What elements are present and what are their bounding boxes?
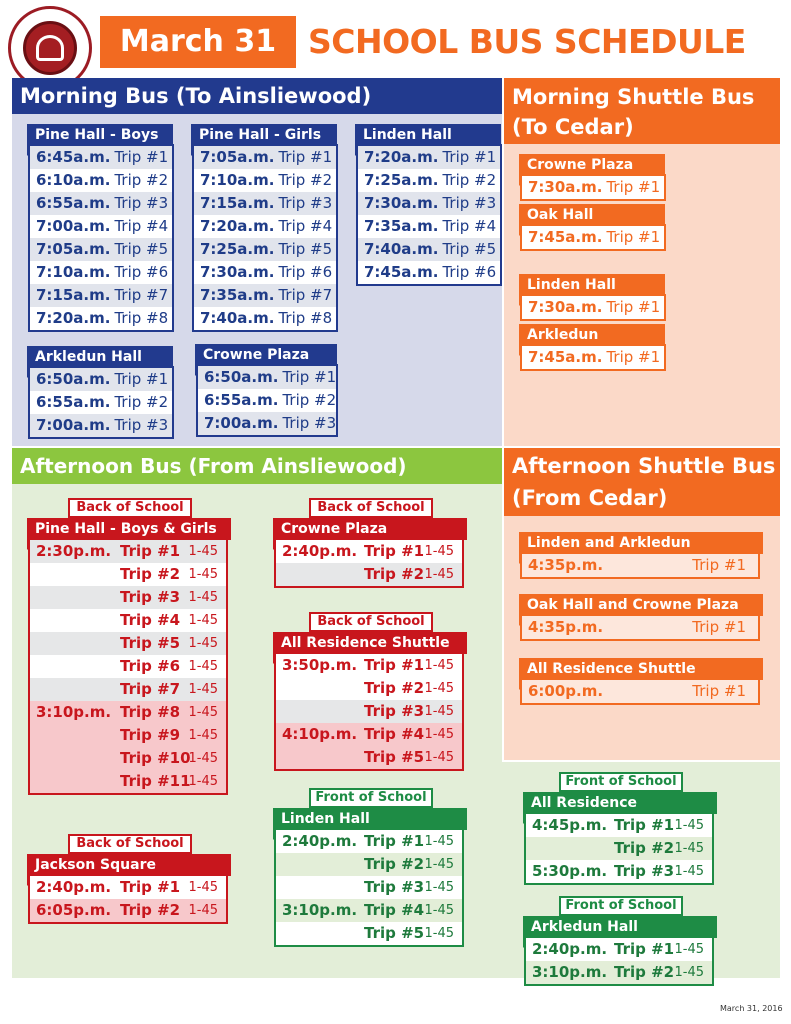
departure-time: 6:45a.m. <box>36 148 111 166</box>
route-name: Crowne Plaza <box>519 154 665 176</box>
schedule-row <box>194 146 336 169</box>
route-name: Arkledun Hall <box>523 916 717 938</box>
trip-label: Trip #2 <box>120 565 181 583</box>
trip-label: Trip #8 <box>114 309 169 327</box>
departure-time: 7:10a.m. <box>200 171 275 189</box>
trip-label: Trip #3 <box>364 702 425 720</box>
schedule-row <box>30 563 226 586</box>
trip-label: Trip #1 <box>278 148 333 166</box>
trip-label: Trip #1 <box>282 368 337 386</box>
schedule-row <box>358 238 500 261</box>
seat-range: 1-45 <box>188 544 218 559</box>
trip-label: Trip #3 <box>442 194 497 212</box>
trip-label: Trip #7 <box>278 286 333 304</box>
trip-label: Trip #4 <box>364 901 425 919</box>
schedule-row <box>30 678 226 701</box>
schedule-row <box>30 192 172 215</box>
trip-label: Trip #8 <box>278 309 333 327</box>
schedule-row <box>276 540 462 563</box>
departure-time: 6:50a.m. <box>36 370 111 388</box>
departure-time: 3:50p.m. <box>282 656 358 674</box>
schedule-row <box>30 307 172 330</box>
seat-range: 1-45 <box>188 880 218 895</box>
departure-time: 2:40p.m. <box>282 832 358 850</box>
schedule-row <box>30 284 172 307</box>
schedule-row <box>198 389 336 412</box>
departure-time: 4:45p.m. <box>532 816 608 834</box>
schedule-row <box>526 860 712 883</box>
morning-shuttle-title-line2: (To Cedar) <box>512 115 634 139</box>
afternoon-shuttle-title-line1: Afternoon Shuttle Bus <box>512 454 776 478</box>
seat-range: 1-45 <box>674 942 704 957</box>
seat-range: 1-45 <box>188 751 218 766</box>
schedule-row <box>522 346 664 369</box>
trip-label: Trip #10 <box>120 749 191 767</box>
schedule-row <box>30 899 226 922</box>
afternoon-shuttle-title <box>504 448 780 516</box>
seat-range: 1-45 <box>424 681 454 696</box>
trip-label: Trip #2 <box>282 391 337 409</box>
schedule-row <box>30 876 226 899</box>
pm-shuttle-linden-arkledun <box>520 535 760 579</box>
route-name: Oak Hall <box>519 204 665 226</box>
trip-label: Trip #2 <box>614 839 675 857</box>
schedule-row <box>194 192 336 215</box>
schedule-row <box>30 540 226 563</box>
shuttle-crowne-plaza <box>520 157 666 201</box>
trip-label: Trip #6 <box>278 263 333 281</box>
pm-route-all-residence-shuttle <box>274 614 464 771</box>
departure-time: 7:20a.m. <box>36 309 111 327</box>
departure-time: 2:40p.m. <box>282 542 358 560</box>
trip-label: Trip #2 <box>114 171 169 189</box>
schedule-row <box>526 938 712 961</box>
seat-range: 1-45 <box>674 818 704 833</box>
schedule-row <box>522 680 758 703</box>
schedule-row <box>276 563 462 586</box>
afternoon-bus-title: Afternoon Bus (From Ainsliewood) <box>12 448 502 484</box>
schedule-row <box>30 655 226 678</box>
location-tag: Back of School <box>68 834 192 854</box>
seat-range: 1-45 <box>674 864 704 879</box>
trip-label: Trip #5 <box>442 240 497 258</box>
schedule-row <box>276 830 462 853</box>
trip-label: Trip #8 <box>120 703 181 721</box>
schedule-row <box>30 261 172 284</box>
departure-time: 7:30a.m. <box>528 178 603 196</box>
trip-label: Trip #2 <box>442 171 497 189</box>
departure-time: 3:10p.m. <box>36 703 112 721</box>
trip-label: Trip #1 <box>614 940 675 958</box>
trip-label: Trip #3 <box>120 588 181 606</box>
route-name: All Residence <box>523 792 717 814</box>
seat-range: 1-45 <box>424 658 454 673</box>
route-name: Linden Hall <box>355 124 501 146</box>
trip-label: Trip #1 <box>692 556 746 574</box>
departure-time: 7:30a.m. <box>200 263 275 281</box>
seat-range: 1-45 <box>188 774 218 789</box>
trip-label: Trip #3 <box>114 416 169 434</box>
pm-route-crowne-plaza <box>274 500 464 588</box>
shuttle-arkledun <box>520 327 666 371</box>
afternoon-shuttle-title-line2: (From Cedar) <box>512 486 668 510</box>
schedule-row <box>30 146 172 169</box>
pm-route-pine-hall <box>28 500 228 795</box>
trip-label: Trip #5 <box>364 748 425 766</box>
schedule-row <box>276 899 462 922</box>
route-name: All Residence Shuttle <box>273 632 467 654</box>
schedule-row <box>358 215 500 238</box>
trip-label: Trip #1 <box>606 178 661 196</box>
schedule-row <box>30 414 172 437</box>
trip-label: Trip #1 <box>120 542 181 560</box>
trip-label: Trip #1 <box>442 148 497 166</box>
schedule-row <box>194 307 336 330</box>
seat-range: 1-45 <box>188 613 218 628</box>
route-linden-hall <box>356 127 502 286</box>
departure-time: 7:10a.m. <box>36 263 111 281</box>
route-name: Oak Hall and Crowne Plaza <box>519 594 763 616</box>
schedule-row <box>358 192 500 215</box>
route-pine-hall-girls <box>192 127 338 332</box>
trip-label: Trip #1 <box>114 148 169 166</box>
pm-shuttle-all-residence <box>520 661 760 705</box>
location-tag: Front of School <box>559 772 683 792</box>
seat-range: 1-45 <box>188 728 218 743</box>
seat-range: 1-45 <box>188 659 218 674</box>
schedule-row <box>30 724 226 747</box>
trip-label: Trip #1 <box>364 542 425 560</box>
schedule-row <box>30 238 172 261</box>
route-name: Arkledun Hall <box>27 346 173 368</box>
seat-range: 1-45 <box>424 926 454 941</box>
schedule-row <box>358 169 500 192</box>
pm-route-jackson-square <box>28 836 228 924</box>
trip-label: Trip #1 <box>606 348 661 366</box>
trip-label: Trip #1 <box>114 370 169 388</box>
schedule-row <box>522 226 664 249</box>
departure-time: 6:10a.m. <box>36 171 111 189</box>
departure-time: 7:45a.m. <box>528 348 603 366</box>
schedule-row <box>276 922 462 945</box>
seat-range: 1-45 <box>674 965 704 980</box>
trip-label: Trip #2 <box>114 393 169 411</box>
schedule-row <box>526 961 712 984</box>
departure-time: 6:55a.m. <box>36 393 111 411</box>
seat-range: 1-45 <box>424 567 454 582</box>
morning-bus-title: Morning Bus (To Ainsliewood) <box>12 78 502 114</box>
trip-label: Trip #3 <box>278 194 333 212</box>
trip-label: Trip #2 <box>364 565 425 583</box>
schedule-row <box>30 632 226 655</box>
seat-range: 1-45 <box>188 903 218 918</box>
departure-time: 5:30p.m. <box>532 862 608 880</box>
schedule-row <box>276 853 462 876</box>
schedule-row <box>30 169 172 192</box>
trip-label: Trip #3 <box>282 414 337 432</box>
trip-label: Trip #2 <box>364 679 425 697</box>
departure-time: 4:35p.m. <box>528 618 604 636</box>
page-title: SCHOOL BUS SCHEDULE <box>308 22 746 61</box>
seat-range: 1-45 <box>188 705 218 720</box>
trip-label: Trip #1 <box>606 228 661 246</box>
schedule-row <box>30 215 172 238</box>
schedule-row <box>194 261 336 284</box>
location-tag: Back of School <box>309 612 433 632</box>
departure-time: 7:20a.m. <box>364 148 439 166</box>
departure-time: 6:55a.m. <box>36 194 111 212</box>
departure-time: 7:25a.m. <box>364 171 439 189</box>
departure-time: 7:30a.m. <box>364 194 439 212</box>
route-crowne-plaza <box>196 347 338 437</box>
departure-time: 7:45a.m. <box>364 263 439 281</box>
trip-label: Trip #1 <box>364 656 425 674</box>
trip-label: Trip #1 <box>614 816 675 834</box>
departure-time: 7:00a.m. <box>204 414 279 432</box>
trip-label: Trip #7 <box>114 286 169 304</box>
trip-label: Trip #5 <box>114 240 169 258</box>
schedule-row <box>30 770 226 793</box>
trip-label: Trip #6 <box>442 263 497 281</box>
trip-label: Trip #4 <box>278 217 333 235</box>
schedule-row <box>194 284 336 307</box>
departure-time: 7:00a.m. <box>36 416 111 434</box>
departure-time: 7:00a.m. <box>36 217 111 235</box>
seat-range: 1-45 <box>424 857 454 872</box>
route-pine-hall-boys <box>28 127 174 332</box>
morning-shuttle-title-line1: Morning Shuttle Bus <box>512 85 755 109</box>
morning-shuttle-title <box>504 78 780 144</box>
trip-label: Trip #3 <box>114 194 169 212</box>
departure-time: 3:10p.m. <box>282 901 358 919</box>
route-name: Pine Hall - Boys <box>27 124 173 146</box>
seat-range: 1-45 <box>424 727 454 742</box>
schedule-row <box>30 609 226 632</box>
trip-label: Trip #2 <box>120 901 181 919</box>
schedule-row <box>276 700 462 723</box>
departure-time: 7:05a.m. <box>200 148 275 166</box>
pm-shuttle-oak-crowne <box>520 597 760 641</box>
seat-range: 1-45 <box>424 544 454 559</box>
departure-time: 3:10p.m. <box>532 963 608 981</box>
departure-time: 6:55a.m. <box>204 391 279 409</box>
trip-label: Trip #4 <box>120 611 181 629</box>
trip-label: Trip #2 <box>614 963 675 981</box>
trip-label: Trip #1 <box>692 682 746 700</box>
seat-range: 1-45 <box>424 834 454 849</box>
departure-time: 6:50a.m. <box>204 368 279 386</box>
schedule-row <box>276 654 462 677</box>
schedule-row <box>30 747 226 770</box>
seat-range: 1-45 <box>674 841 704 856</box>
schedule-row <box>194 238 336 261</box>
schedule-row <box>276 677 462 700</box>
departure-time: 7:25a.m. <box>200 240 275 258</box>
departure-time: 2:30p.m. <box>36 542 112 560</box>
departure-time: 6:00p.m. <box>528 682 604 700</box>
route-name: All Residence Shuttle <box>519 658 763 680</box>
trip-label: Trip #2 <box>364 855 425 873</box>
location-tag: Back of School <box>309 498 433 518</box>
schedule-row <box>526 814 712 837</box>
trip-label: Trip #1 <box>364 832 425 850</box>
schedule-row <box>30 701 226 724</box>
departure-time: 4:35p.m. <box>528 556 604 574</box>
trip-label: Trip #4 <box>364 725 425 743</box>
departure-time: 7:15a.m. <box>36 286 111 304</box>
seat-range: 1-45 <box>424 704 454 719</box>
trip-label: Trip #5 <box>120 634 181 652</box>
route-arkledun-hall <box>28 349 174 439</box>
schedule-row <box>30 391 172 414</box>
schedule-row <box>30 368 172 391</box>
location-tag: Front of School <box>559 896 683 916</box>
schedule-row <box>276 746 462 769</box>
schedule-row <box>526 837 712 860</box>
schedule-row <box>194 215 336 238</box>
departure-time: 2:40p.m. <box>36 878 112 896</box>
footer-date: March 31, 2016 <box>720 1004 783 1013</box>
trip-label: Trip #4 <box>442 217 497 235</box>
trip-label: Trip #7 <box>120 680 181 698</box>
schedule-row <box>522 176 664 199</box>
trip-label: Trip #3 <box>364 878 425 896</box>
schedule-row <box>522 296 664 319</box>
seat-range: 1-45 <box>188 567 218 582</box>
schedule-row <box>522 616 758 639</box>
location-tag: Front of School <box>309 788 433 808</box>
trip-label: Trip #6 <box>114 263 169 281</box>
seat-range: 1-45 <box>424 750 454 765</box>
pm-route-arkledun-hall <box>524 898 714 986</box>
pm-route-linden-hall <box>274 790 464 947</box>
trip-label: Trip #1 <box>120 878 181 896</box>
schedule-row <box>522 554 758 577</box>
departure-time: 7:20a.m. <box>200 217 275 235</box>
route-name: Pine Hall - Girls <box>191 124 337 146</box>
date-title: March 31 <box>100 16 296 68</box>
trip-label: Trip #5 <box>364 924 425 942</box>
schedule-row <box>30 586 226 609</box>
schedule-row <box>358 146 500 169</box>
route-name: Linden Hall <box>273 808 467 830</box>
seat-range: 1-45 <box>424 880 454 895</box>
trip-label: Trip #4 <box>114 217 169 235</box>
seat-range: 1-45 <box>188 682 218 697</box>
trip-label: Trip #9 <box>120 726 181 744</box>
departure-time: 7:40a.m. <box>364 240 439 258</box>
schedule-row <box>358 261 500 284</box>
trip-label: Trip #5 <box>278 240 333 258</box>
schedule-row <box>194 169 336 192</box>
schedule-row <box>198 366 336 389</box>
departure-time: 7:35a.m. <box>364 217 439 235</box>
departure-time: 4:10p.m. <box>282 725 358 743</box>
trip-label: Trip #1 <box>692 618 746 636</box>
seat-range: 1-45 <box>188 590 218 605</box>
departure-time: 7:40a.m. <box>200 309 275 327</box>
trip-label: Trip #11 <box>120 772 191 790</box>
seat-range: 1-45 <box>424 903 454 918</box>
trip-label: Trip #1 <box>606 298 661 316</box>
departure-time: 2:40p.m. <box>532 940 608 958</box>
route-name: Pine Hall - Boys & Girls <box>27 518 231 540</box>
schedule-row <box>276 723 462 746</box>
pm-route-all-residence <box>524 774 714 885</box>
schedule-row <box>198 412 336 435</box>
shuttle-oak-hall <box>520 207 666 251</box>
location-tag: Back of School <box>68 498 192 518</box>
departure-time: 7:15a.m. <box>200 194 275 212</box>
trip-label: Trip #3 <box>614 862 675 880</box>
route-name: Linden Hall <box>519 274 665 296</box>
route-name: Crowne Plaza <box>195 344 337 366</box>
shuttle-linden-hall <box>520 277 666 321</box>
route-name: Linden and Arkledun <box>519 532 763 554</box>
route-name: Crowne Plaza <box>273 518 467 540</box>
route-name: Arkledun <box>519 324 665 346</box>
departure-time: 6:05p.m. <box>36 901 112 919</box>
departure-time: 7:30a.m. <box>528 298 603 316</box>
trip-label: Trip #6 <box>120 657 181 675</box>
departure-time: 7:45a.m. <box>528 228 603 246</box>
schedule-row <box>276 876 462 899</box>
route-name: Jackson Square <box>27 854 231 876</box>
departure-time: 7:05a.m. <box>36 240 111 258</box>
seat-range: 1-45 <box>188 636 218 651</box>
trip-label: Trip #2 <box>278 171 333 189</box>
departure-time: 7:35a.m. <box>200 286 275 304</box>
